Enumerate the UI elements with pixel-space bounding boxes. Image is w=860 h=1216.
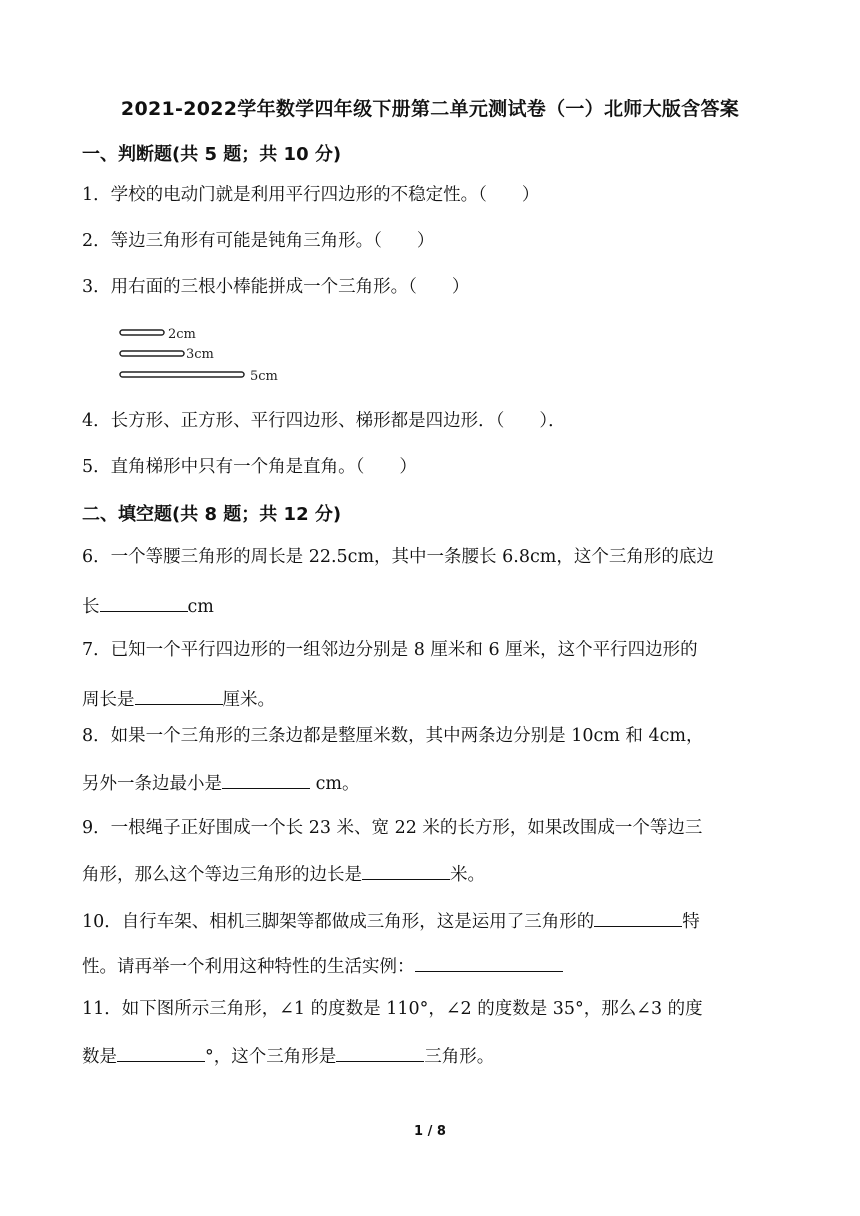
stick-2cm	[120, 330, 164, 335]
question-8-line2	[82, 770, 359, 795]
q7-text-pre: 周长是	[82, 690, 135, 710]
q8-text-post: cm。	[310, 774, 360, 794]
question-1: 1．学校的电动门就是利用平行四边形的不稳定性。（ ）	[82, 185, 540, 205]
section-heading-fill-blank: 二、填空题(共 8 题；共 12 分)	[82, 504, 342, 525]
q7-text-post: 厘米。	[222, 690, 275, 710]
question-10-line1	[82, 908, 700, 933]
answer-blank	[135, 686, 223, 705]
question-7-line2	[82, 686, 275, 711]
answer-blank	[100, 593, 188, 612]
answer-blank	[336, 1043, 424, 1062]
q11-text-pre: 数是	[82, 1047, 117, 1067]
question-7-line1: 7．已知一个平行四边形的一组邻边分别是 8 厘米和 6 厘米，这个平行四边形的	[82, 640, 698, 660]
question-9-line1: 9．一根绳子正好围成一个长 23 米、宽 22 米的长方形，如果改围成一个等边三	[82, 818, 703, 838]
question-5: 5．直角梯形中只有一个角是直角。（ ）	[82, 457, 417, 477]
answer-blank	[415, 953, 563, 972]
q6-text-post: cm	[187, 597, 214, 617]
question-11-line2	[82, 1043, 494, 1068]
question-9-line2	[82, 861, 485, 886]
sticks-figure	[118, 324, 288, 386]
question-2: 2．等边三角形有可能是钝角三角形。（ ）	[82, 231, 435, 251]
stick-3cm	[120, 351, 184, 356]
stick-label-5cm: 5cm	[250, 369, 278, 384]
q8-text-pre: 另外一条边最小是	[82, 774, 222, 794]
answer-blank	[362, 861, 450, 880]
section-heading-judgement: 一、判断题(共 5 题；共 10 分)	[82, 144, 342, 165]
page-title: 2021-2022学年数学四年级下册第二单元测试卷（一）北师大版含答案	[120, 98, 740, 120]
answer-blank	[222, 770, 310, 789]
q10-text-post: 特	[682, 912, 700, 932]
q11-text-post: 三角形。	[424, 1047, 495, 1067]
question-6-line2	[82, 593, 214, 618]
answer-blank	[117, 1043, 205, 1062]
stick-5cm	[120, 372, 244, 377]
question-10-line2	[82, 953, 563, 978]
question-11-line1: 11．如下图所示三角形，∠1 的度数是 110°，∠2 的度数是 35°，那么∠3 的度	[82, 999, 703, 1019]
answer-blank	[594, 908, 682, 927]
question-8-line1: 8．如果一个三角形的三条边都是整厘米数，其中两条边分别是 10cm 和 4cm，	[82, 726, 704, 746]
question-6-line1: 6．一个等腰三角形的周长是 22.5cm，其中一条腰长 6.8cm，这个三角形的底边	[82, 547, 714, 567]
q11-text-mid: °，这个三角形是	[205, 1047, 337, 1067]
page-number: 1 / 8	[414, 1124, 446, 1139]
question-3: 3．用右面的三根小棒能拼成一个三角形。（ ）	[82, 277, 470, 297]
q10-text-line2: 性。请再举一个利用这种特性的生活实例：	[82, 957, 415, 977]
stick-label-2cm: 2cm	[168, 327, 196, 342]
q9-text-post: 米。	[450, 865, 485, 885]
q9-text-pre: 角形，那么这个等边三角形的边长是	[82, 865, 362, 885]
question-4: 4．长方形、正方形、平行四边形、梯形都是四边形．（ ）．	[82, 411, 566, 431]
q6-text-pre: 长	[82, 597, 100, 617]
stick-label-3cm: 3cm	[186, 347, 214, 362]
q10-text-pre: 10．自行车架、相机三脚架等都做成三角形，这是运用了三角形的	[82, 912, 595, 932]
